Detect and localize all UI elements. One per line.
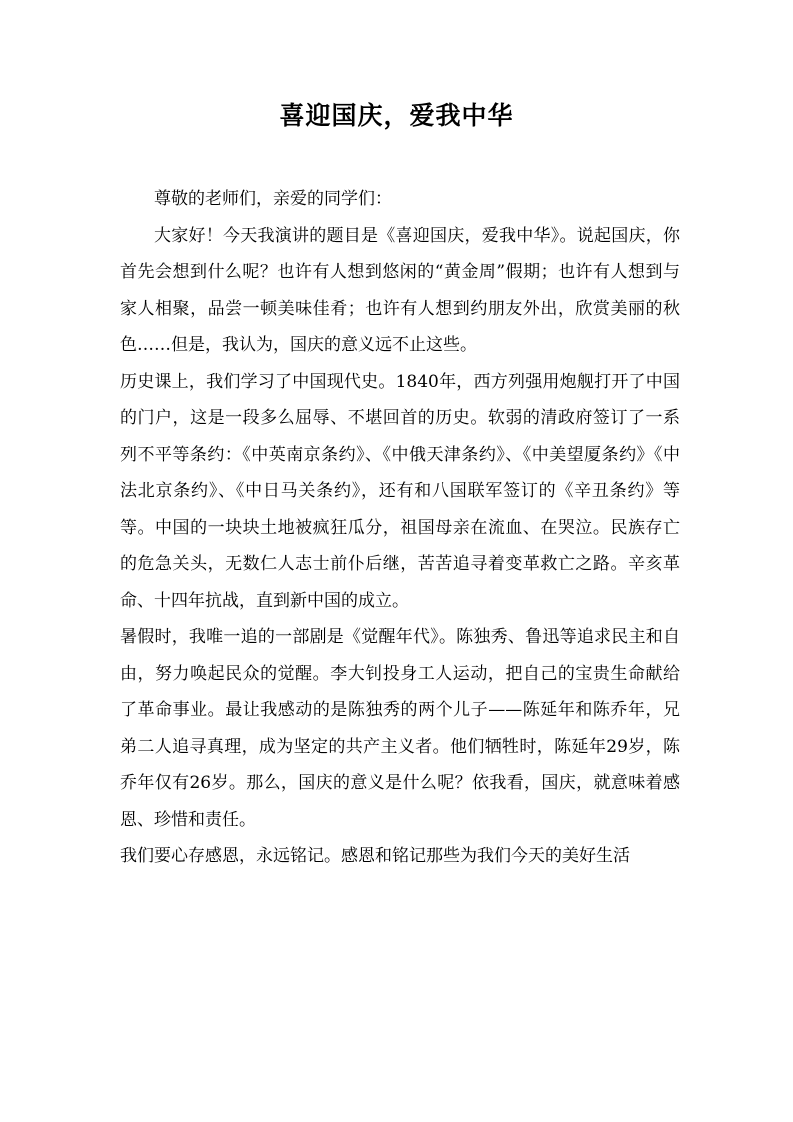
gratitude-paragraph: 我们要心存感恩，永远铭记。感恩和铭记那些为我们今天的美好生活: [120, 846, 630, 866]
greeting-paragraph: 尊敬的老师们，亲爱的同学们：: [154, 189, 392, 209]
intro-paragraph: 大家好！今天我演讲的题目是《喜迎国庆，爱我中华》。说起国庆，你首先会想到什么呢？也许有人想到悠闲的“黄金周”假期；也许有人想到与家人相聚，品尝一顿美味佳肴；也许有人想到约朋友外出，欣赏美丽的秋色……但是，我认为，国庆的意义远不止这些。: [120, 225, 680, 355]
history-paragraph: 历史课上，我们学习了中国现代史。1840年，西方列强用炮舰打开了中国的门户，这是一段多么屈辱、不堪回首的历史。软弱的清政府签订了一系列不平等条约：《中英南京条约》、《中俄天津条约》、《中美望厦条约》《中法北京条约》、《中日马关条约》，还有和八国联军签订的《辛丑条约》等等。中国的一块块土地被疯狂瓜分，祖国母亲在流血、在哭泣。民族存亡的危急关头，无数仁人志士前仆后继，苦苦追寻着变革救亡之路。辛亥革命、十四年抗战，直到新中国的成立。: [120, 371, 680, 611]
drama-paragraph: 暑假时，我唯一追的一部剧是《觉醒年代》。陈独秀、鲁迅等追求民主和自由，努力唤起民众的觉醒。李大钊投身工人运动，把自己的宝贵生命献给了革命事业。最让我感动的是陈独秀的两个儿子——陈延年和陈乔年，兄弟二人追寻真理，成为坚定的共产主义者。他们牺牲时，陈延年29岁，陈乔年仅有26岁。那么，国庆的意义是什么呢？依我看，国庆，就意味着感恩、珍惜和责任。: [120, 627, 680, 830]
page-title: 喜迎国庆，爱我中华: [279, 101, 514, 130]
document-body: [120, 181, 680, 875]
